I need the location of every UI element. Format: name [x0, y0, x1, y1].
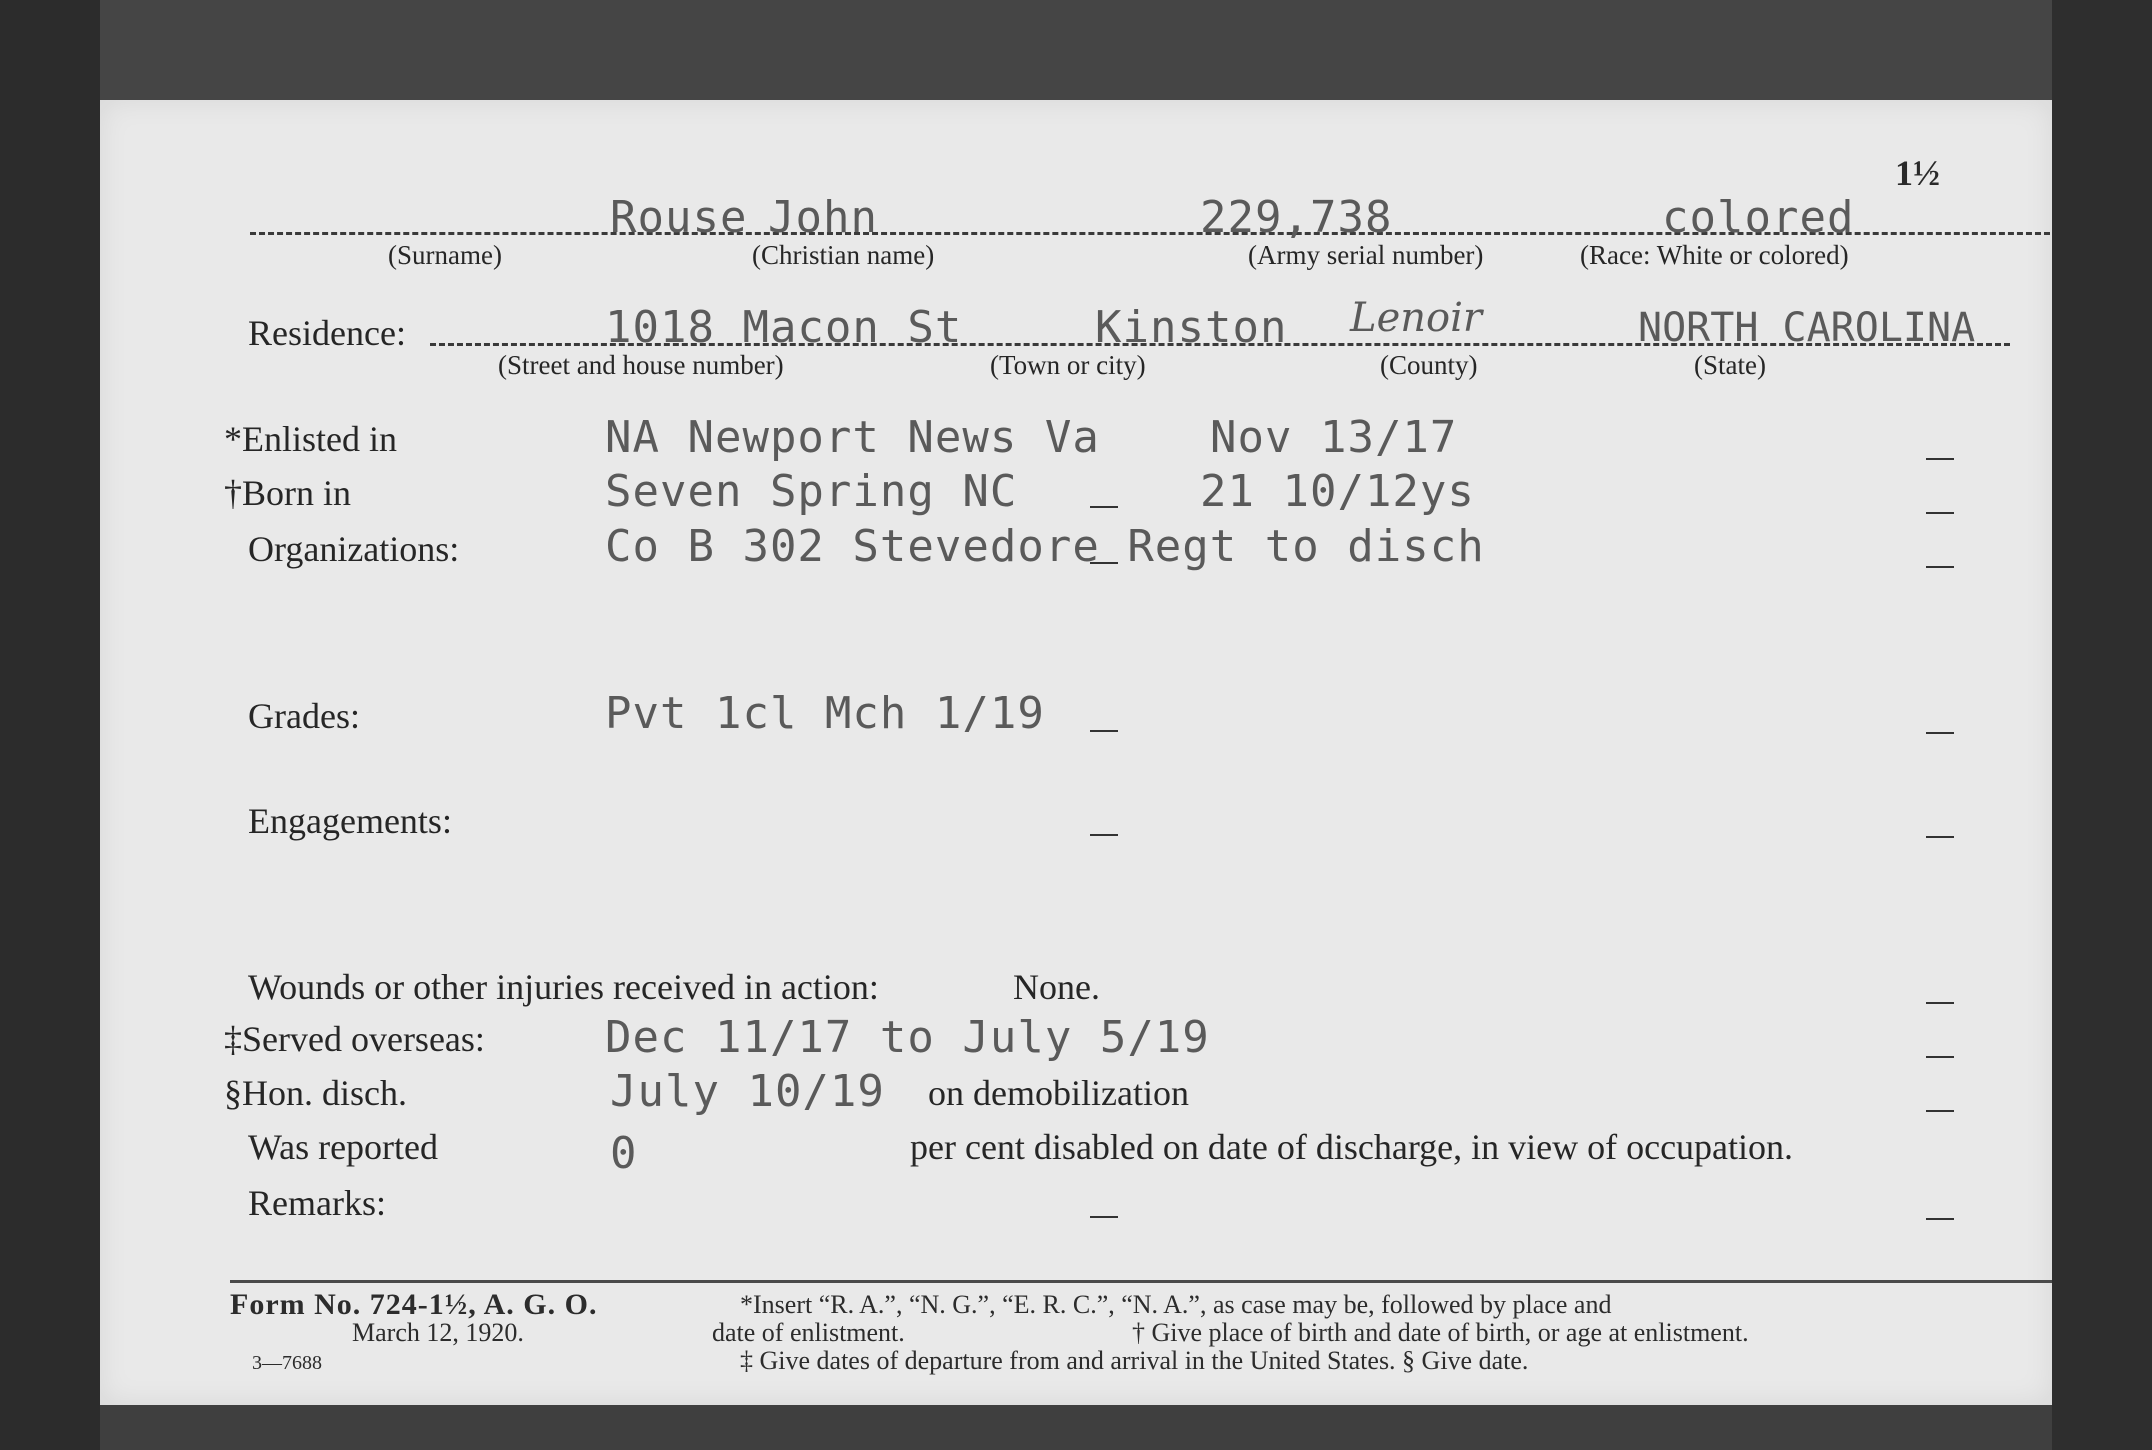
line-mark	[1926, 512, 1954, 514]
street-caption: (Street and house number)	[498, 350, 784, 380]
race-caption: (Race: White or colored)	[1580, 240, 1849, 270]
wounds-label: Wounds or other injuries received in action:	[248, 967, 879, 1007]
line-mark	[1926, 1110, 1954, 1112]
grades-value: Pvt 1cl Mch 1/19	[605, 688, 1045, 739]
organizations-value: Co B 302 Stevedore Regt to disch	[605, 521, 1485, 572]
christian-name-caption: (Christian name)	[752, 240, 935, 270]
overseas-label: ‡Served overseas:	[224, 1019, 485, 1059]
form-number: Form No. 724-1½, A. G. O.	[230, 1288, 598, 1321]
discharge-reason: on demobilization	[928, 1073, 1189, 1113]
surname-caption: (Surname)	[388, 240, 502, 270]
county-value: Lenoir	[1350, 295, 1482, 341]
engagements-label: Engagements:	[248, 801, 452, 841]
footnote-enlistment: date of enlistment.	[712, 1318, 905, 1347]
wounds-value: None.	[1013, 967, 1100, 1007]
residence-label: Residence:	[248, 313, 406, 353]
footnote-overseas: ‡ Give dates of departure from and arrival in the United States. § Give date.	[740, 1346, 1529, 1375]
born-age: 21 10/12ys	[1200, 466, 1475, 517]
serial-number-value: 229,738	[1200, 192, 1393, 243]
line-mark	[1090, 730, 1118, 732]
line-mark	[1926, 836, 1954, 838]
line-mark	[1926, 1218, 1954, 1220]
reported-value: 0	[610, 1128, 638, 1179]
born-value: Seven Spring NC	[605, 466, 1018, 517]
town-caption: (Town or city)	[990, 350, 1146, 380]
race-value: colored	[1662, 192, 1855, 243]
footnote-insert: *Insert “R. A.”, “N. G.”, “E. R. C.”, “N. A.”, as case may be, followed by place and	[740, 1290, 1612, 1319]
reported-text: per cent disabled on date of discharge, in view of occupation.	[910, 1127, 1794, 1167]
line-mark	[1926, 1056, 1954, 1058]
remarks-label: Remarks:	[248, 1183, 386, 1223]
corner-number: 1½	[1895, 153, 1940, 193]
line-mark	[1926, 566, 1954, 568]
discharge-value: July 10/19	[610, 1066, 885, 1117]
serial-number-caption: (Army serial number)	[1248, 240, 1484, 270]
county-caption: (County)	[1380, 350, 1478, 380]
enlisted-value: NA Newport News Va	[605, 412, 1100, 463]
background-left	[0, 0, 100, 1450]
state-caption: (State)	[1694, 350, 1766, 380]
town-value: Kinston	[1095, 302, 1288, 353]
enlisted-date: Nov 13/17	[1210, 412, 1458, 463]
surname-value: Rouse	[610, 192, 748, 243]
form-date: March 12, 1920.	[352, 1318, 524, 1347]
organizations-label: Organizations:	[248, 529, 460, 569]
line-mark	[1926, 732, 1954, 734]
discharge-label: §Hon. disch.	[224, 1073, 407, 1113]
overseas-value: Dec 11/17 to July 5/19	[605, 1012, 1210, 1063]
footer-rule	[230, 1280, 2052, 1283]
background-top	[0, 0, 2152, 100]
line-mark	[1090, 1216, 1118, 1218]
state-value: NORTH CAROLINA	[1638, 305, 1976, 351]
born-label: †Born in	[224, 473, 352, 513]
line-mark	[1090, 506, 1118, 508]
christian-name-value: John	[768, 192, 878, 243]
record-card	[100, 100, 2052, 1405]
line-mark	[1926, 1002, 1954, 1004]
background-right	[2052, 0, 2152, 1450]
reported-label: Was reported	[248, 1127, 439, 1167]
grades-label: Grades:	[248, 696, 360, 736]
footnote-birth: † Give place of birth and date of birth, or age at enlistment.	[1132, 1318, 1749, 1347]
print-code: 3—7688	[252, 1352, 322, 1374]
line-mark	[1090, 562, 1118, 564]
line-mark	[1926, 458, 1954, 460]
line-mark	[1090, 834, 1118, 836]
enlisted-label: *Enlisted in	[224, 419, 397, 459]
street-value: 1018 Macon St	[605, 302, 963, 353]
